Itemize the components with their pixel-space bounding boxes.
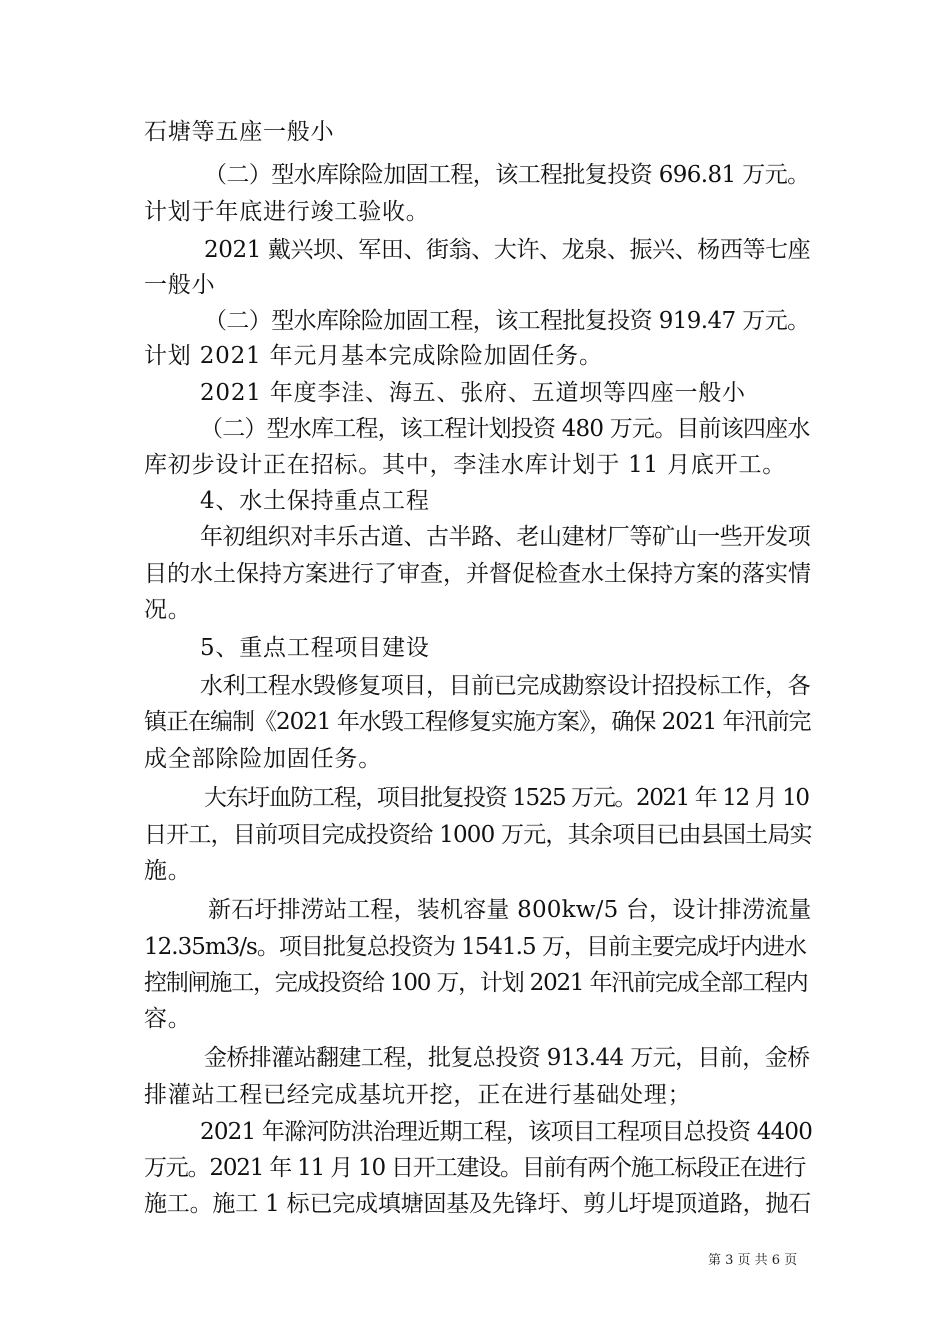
text-line: 一般小 xyxy=(144,272,216,298)
text-line: 金桥排灌站翻建工程，批复总投资 913.44 万元，目前，金桥 xyxy=(204,1045,810,1071)
text-line: 2021 戴兴坝、军田、街翁、大许、龙泉、振兴、杨西等七座 xyxy=(204,237,811,263)
page-number-footer: 第 3 页 共 6 页 xyxy=(708,1253,798,1268)
text-line: 万元。2021 年 11 月 10 日开工建设。目前有两个施工标段正在进行 xyxy=(144,1155,806,1181)
text-line: 12.35m3/s。项目批复总投资为 1541.5 万，目前主要完成圩内进水 xyxy=(144,934,806,960)
text-line: 镇正在编制《2021 年水毁工程修复实施方案》，确保 2021 年汛前完 xyxy=(144,709,811,735)
text-line: 计划 2021 年元月基本完成除险加固任务。 xyxy=(144,343,603,369)
text-line: （二）型水库除险加固工程，该工程批复投资 696.81 万元。 xyxy=(204,162,810,188)
text-line: 控制闸施工，完成投资给 100 万，计划 2021 年汛前完成全部工程内 xyxy=(144,970,808,996)
section-heading: 5、重点工程项目建设 xyxy=(200,635,430,661)
text-line: 目的水土保持方案进行了审查，并督促检查水土保持方案的落实情 xyxy=(144,561,811,587)
text-line: 成全部除险加固任务。 xyxy=(144,746,382,772)
text-line: 2021 年滁河防洪治理近期工程，该项目工程项目总投资 4400 xyxy=(200,1119,813,1145)
text-line: 计划于年底进行竣工验收。 xyxy=(144,199,430,225)
text-line: 大东圩血防工程，项目批复投资 1525 万元。2021 年 12 月 10 xyxy=(204,785,809,811)
text-line: 2021 年度李洼、海五、张府、五道坝等四座一般小 xyxy=(200,380,746,406)
text-line: 施。 xyxy=(144,858,192,884)
section-heading: 4、水土保持重点工程 xyxy=(200,488,430,514)
text-line: 排灌站工程已经完成基坑开挖，正在进行基础处理； xyxy=(144,1082,692,1108)
text-line: 库初步设计正在招标。其中，李洼水库计划于 11 月底开工。 xyxy=(144,452,787,478)
text-line: 新石圩排涝站工程，装机容量 800kw/5 台，设计排涝流量 xyxy=(208,897,812,923)
text-line: 容。 xyxy=(144,1006,192,1032)
text-line: 年初组织对丰乐古道、古半路、老山建材厂等矿山一些开发项 xyxy=(200,524,811,550)
text-line: 石塘等五座一般小 xyxy=(144,119,335,145)
text-line: （二）型水库除险加固工程，该工程批复投资 919.47 万元。 xyxy=(204,308,810,334)
text-line: 施工。施工 1 标已完成填塘固基及先锋圩、剪儿圩堤顶道路，抛石 xyxy=(144,1191,812,1217)
text-line: 日开工，目前项目完成投资给 1000 万元，其余项目已由县国土局实 xyxy=(144,822,812,848)
text-line: 水利工程水毁修复项目，目前已完成勘察设计招投标工作，各 xyxy=(200,673,811,699)
text-line: 况。 xyxy=(144,597,192,623)
text-line: （二）型水库工程，该工程计划投资 480 万元。目前该四座水 xyxy=(200,416,810,442)
